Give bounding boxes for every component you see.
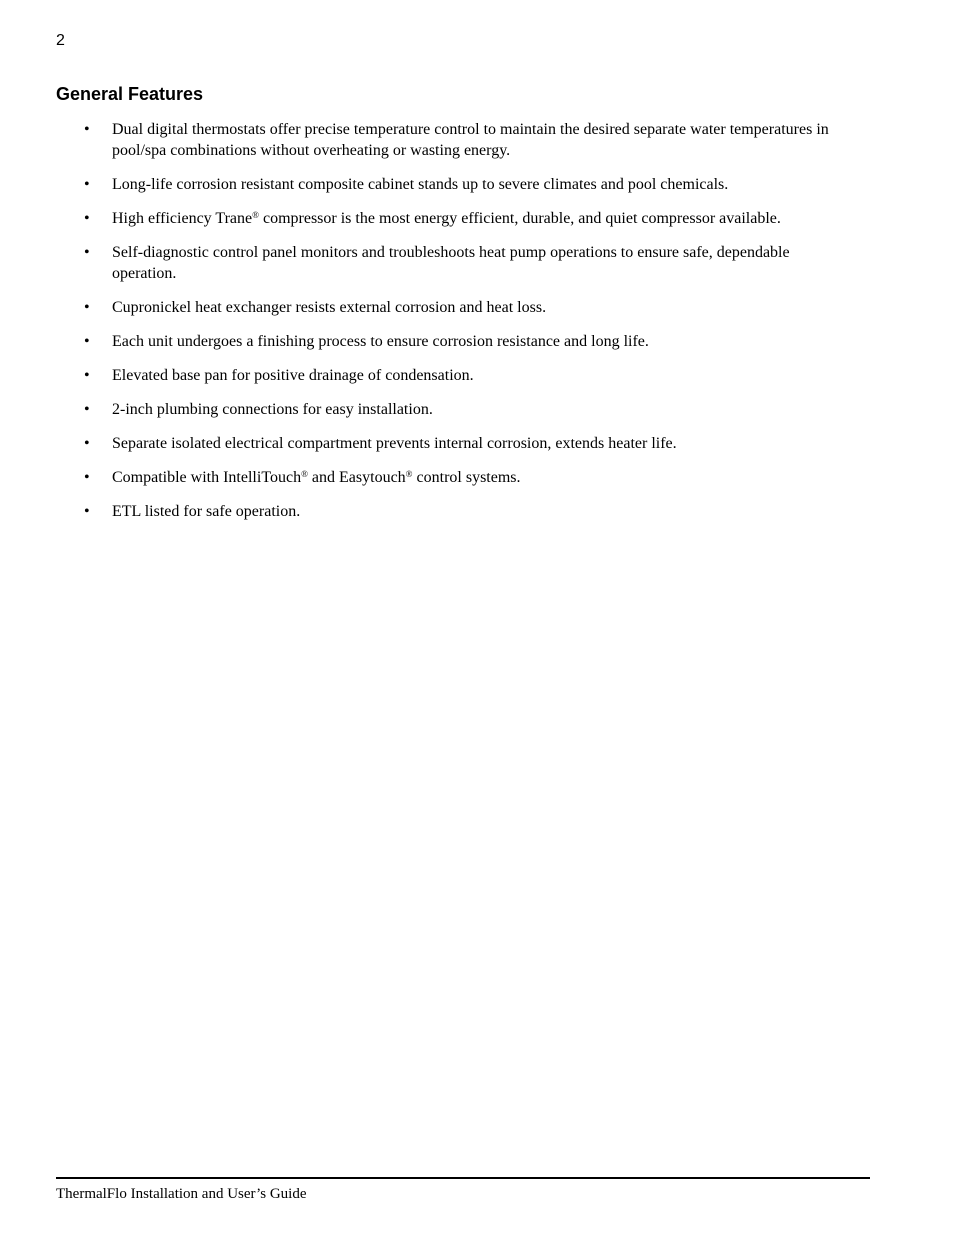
- feature-text-segment: High efficiency Trane: [112, 210, 253, 227]
- feature-list-item: [84, 174, 844, 195]
- feature-text-segment: 2-inch plumbing connections for easy installation.: [112, 401, 433, 418]
- feature-text-segment: Long-life corrosion resistant composite cabinet stands up to severe climates and pool chemicals.: [112, 176, 729, 193]
- feature-list-item: [84, 399, 844, 420]
- feature-list-item: [84, 242, 844, 284]
- feature-text: [112, 210, 781, 227]
- feature-text-segment: Separate isolated electrical compartment prevents internal corrosion, extends heater life.: [112, 435, 677, 452]
- feature-text-segment: and Easytouch: [307, 469, 406, 486]
- feature-text-segment: control systems.: [412, 469, 521, 486]
- feature-text: [112, 244, 790, 282]
- registered-trademark-mark: ®: [252, 210, 259, 220]
- footer-divider: [56, 1177, 870, 1179]
- feature-list-item: [84, 331, 844, 352]
- page-number: 2: [56, 32, 65, 49]
- feature-list-item: [84, 119, 844, 161]
- feature-text: [112, 503, 300, 520]
- feature-text-segment: Dual digital thermostats offer precise temperature control to maintain the desired separate water temperatures in pool/spa combinations without overheating or wasting energy.: [112, 121, 829, 159]
- bullet-marker: •: [84, 333, 90, 350]
- feature-text-segment: Each unit undergoes a finishing process to ensure corrosion resistance and long life.: [112, 333, 649, 350]
- bullet-marker: •: [84, 210, 90, 227]
- bullet-marker: •: [84, 435, 90, 452]
- feature-list-item: [84, 467, 844, 488]
- feature-list-item: [84, 501, 844, 522]
- bullet-marker: •: [84, 244, 90, 261]
- bullet-marker: •: [84, 176, 90, 193]
- feature-list: [84, 119, 844, 535]
- bullet-marker: •: [84, 121, 90, 138]
- bullet-marker: •: [84, 503, 90, 520]
- feature-text: [112, 367, 474, 384]
- feature-text: [112, 401, 433, 418]
- feature-text-segment: Self-diagnostic control panel monitors and troubleshoots heat pump operations to ensure safe, dependable operation.: [112, 244, 790, 282]
- feature-text: [112, 333, 649, 350]
- bullet-marker: •: [84, 299, 90, 316]
- section-title: General Features: [56, 84, 204, 104]
- bullet-marker: •: [84, 367, 90, 384]
- feature-text: [112, 176, 728, 193]
- feature-text-segment: Compatible with IntelliTouch: [112, 469, 302, 486]
- feature-text-segment: Elevated base pan for positive drainage of condensation.: [112, 367, 474, 384]
- feature-text: [112, 299, 546, 316]
- feature-text: [112, 121, 829, 159]
- bullet-marker: •: [84, 401, 90, 418]
- feature-list-item: [84, 297, 844, 318]
- feature-list-item: [84, 433, 844, 454]
- feature-text-segment: compressor is the most energy efficient, durable, and quiet compressor available.: [258, 210, 781, 227]
- feature-text-segment: ETL listed for safe operation.: [112, 503, 301, 520]
- registered-trademark-mark: ®: [301, 469, 308, 479]
- feature-list-item: [84, 365, 844, 386]
- feature-text-segment: Cupronickel heat exchanger resists external corrosion and heat loss.: [112, 299, 547, 316]
- feature-text: [112, 435, 677, 452]
- feature-text: [112, 469, 521, 486]
- bullet-marker: •: [84, 469, 90, 486]
- feature-list-item: [84, 208, 844, 229]
- footer-document-title: ThermalFlo Installation and User’s Guide: [56, 1186, 307, 1202]
- registered-trademark-mark: ®: [405, 469, 413, 479]
